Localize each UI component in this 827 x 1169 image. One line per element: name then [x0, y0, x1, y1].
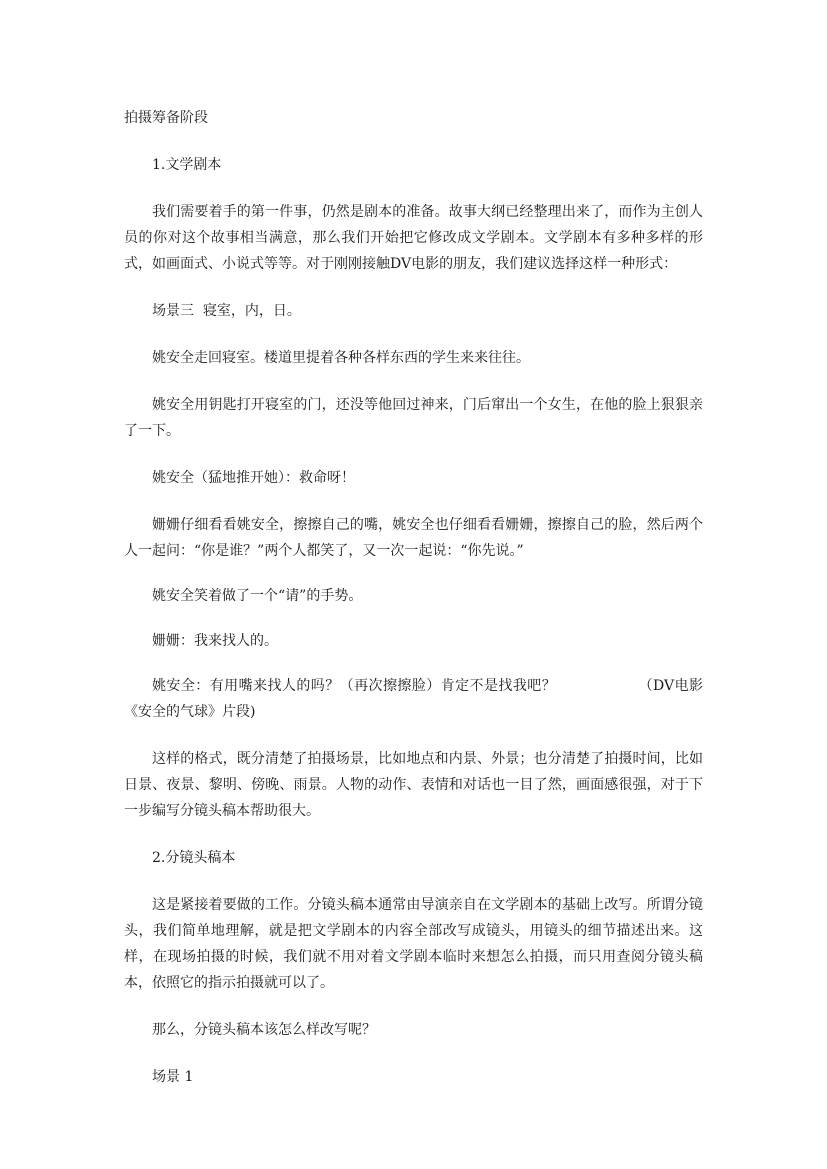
script-source-note: （DV电影《安全的气球》片段) — [124, 678, 703, 720]
script-line: 姚安全（猛地推开她）：救命呀！ — [152, 470, 355, 486]
document-heading: 拍摄筹备阶段 — [124, 110, 208, 126]
scene-header: 场景三 寝室，内，日。 — [152, 303, 301, 319]
paragraph-format: 这样的格式，既分清楚了拍摄场景，比如地点和内景、外景；也分清楚了拍摄时间，比如日景、夜景、黎明、傍晚、雨景。人物的动作、表情和对话也一目了然，画面感很强，对于下一步编写分镜头稿本帮助很大。 — [124, 751, 703, 819]
section-title-literary-script: 1.文学剧本 — [152, 157, 222, 173]
script-line-text: 姚安全：有用嘴来找人的吗？（再次擦擦脸）肯定不是找我吧？ — [152, 678, 557, 694]
paragraph-storyboard: 这是紧接着要做的工作。分镜头稿本通常由导演亲自在文学剧本的基础上改写。所谓分镜头，我们简单地理解，就是把文学剧本的内容全部改写成镜头，用镜头的细节描述出来。这样，在现场拍摄的时候，我们就不用对着文学剧本临时来想怎么拍摄，而只用查阅分镜头稿本，依照它的指示拍摄就可以了。 — [124, 897, 703, 991]
script-line: 姚安全笑着做了一个“请”的手势。 — [152, 588, 363, 604]
script-line-last — [124, 673, 703, 725]
scene-1-label: 场景 1 — [152, 1069, 194, 1085]
document-body — [124, 105, 703, 1090]
script-line: 姚安全用钥匙打开寝室的门，还没等他回过神来，门后窜出一个女生，在他的脸上狠狠亲了一下。 — [124, 397, 703, 439]
paragraph-question: 那么，分镜头稿本该怎么样改写呢？ — [152, 1022, 376, 1038]
paragraph-intro: 我们需要着手的第一件事，仍然是剧本的准备。故事大纲已经整理出来了，而作为主创人员的你对这个故事相当满意，那么我们开始把它修改成文学剧本。文学剧本有多种多样的形式，如画面式、小说式等等。对于刚刚接触DV电影的朋友，我们建议选择这样一种形式： — [124, 204, 703, 272]
script-line: 姗姗：我来找人的。 — [152, 633, 278, 649]
script-line: 姚安全走回寝室。楼道里提着各种各样东西的学生来来往往。 — [152, 350, 530, 366]
script-line: 姗姗仔细看看姚安全，擦擦自己的嘴，姚安全也仔细看看姗姗，擦擦自己的脸，然后两个人一起问：“你是谁？”两个人都笑了，又一次一起说：“你先说。” — [124, 517, 703, 559]
section-title-storyboard: 2.分镜头稿本 — [152, 850, 236, 866]
